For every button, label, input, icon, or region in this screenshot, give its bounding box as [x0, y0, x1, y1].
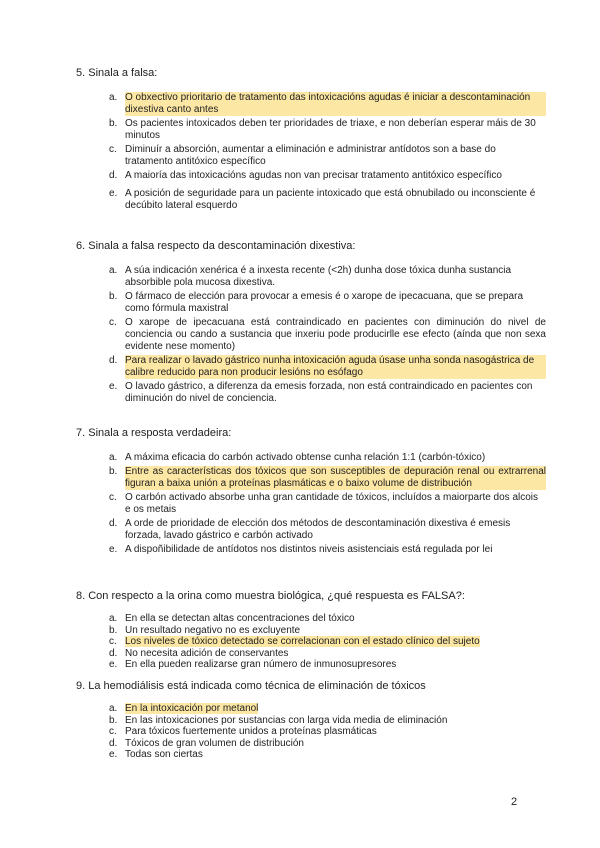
option-d: d. Tóxicos de gran volumen de distribución: [109, 737, 304, 749]
option-c: c. O xarope de ipecacuana está contraindicado en pacientes con diminución do nivel de conciencia ou cando a sustancia que inxeriu pode producirlle ese efecto (aínda que non sexa evidente nese momento): [109, 317, 546, 352]
question-title: 7. Sinala a resposta verdadeira:: [76, 427, 232, 439]
option-a: a. A súa indicación xenérica é a inxesta recente (<2h) dunha dose tóxica dunha sustancia absorbible pola mucosa dixestiva.: [109, 265, 512, 288]
page-number: 2: [511, 796, 518, 808]
option-c: c. Diminuír a absorción, aumentar a eliminación e administrar antídotos son a base do tratamento antitóxico específico: [109, 144, 496, 167]
option-c: c. Para tóxicos fuertemente unidos a proteínas plasmáticas: [109, 726, 377, 737]
question-title: 6. Sinala a falsa respecto da descontaminación dixestiva:: [76, 240, 356, 252]
option-b: b. Os pacientes intoxicados deben ter prioridades de triaxe, e non deberían esperar máis de 30 minutos: [109, 118, 536, 141]
option-e: e. Todas son ciertas: [109, 749, 203, 760]
question-7: [76, 427, 546, 558]
option-e: e. O lavado gástrico, a diferenza da emesis forzada, non está contraindicado en pacientes con diminución do nivel de conciencia.: [109, 381, 533, 404]
question-5: [76, 67, 546, 214]
option-d: d. No necesita adición de conservantes: [109, 647, 289, 659]
option-b: b. O fármaco de elección para provocar a emesis é o xarope de ipecacuana, que se prepara como fórmula maxistral: [109, 291, 524, 314]
option-e: e. En ella pueden realizarse gran número de inmunosupresores: [109, 659, 397, 670]
option-c: c. O carbón activado absorbe unha gran cantidade de tóxicos, incluídos a maiorparte dos alcois e os metais: [109, 492, 539, 515]
option-d: d. A orde de prioridade de elección dos métodos de descontaminación dixestiva é emesis forzada, lavado gástrico e carbón activado: [109, 518, 511, 541]
question-9: [76, 680, 546, 761]
option-d-highlighted: d. Para realizar o lavado gástrico nunha intoxicación aguda úsase unha sonda nasogástrica de calibre reducido para non producir lesións no esófago: [76, 355, 546, 379]
option-b-highlighted: b. Entre as características dos tóxicos que son susceptibles de depuración renal ou extrarrenal figuran a baixa unión a proteínas plasmáticas e o baixo volume de distribución: [109, 466, 546, 489]
option-e: e. A dispoñibilidade de antídotos nos distintos niveis asistenciais está regulada por lei: [109, 544, 493, 555]
option-b: b. En las intoxicaciones por sustancias con larga vida media de eliminación: [109, 714, 448, 726]
option-a: a. A máxima eficacia do carbón activado obtense cunha relación 1:1 (carbón-tóxico): [109, 452, 486, 463]
question-title: 9. La hemodiálisis está indicada como técnica de eliminación de tóxicos: [76, 680, 426, 692]
question-6: [76, 240, 546, 407]
option-d: d. A maioría das intoxicacións agudas non van precisar tratamento antitóxico específico: [109, 170, 502, 181]
option-a: a. En ella se detectan altas concentraciones del tóxico: [109, 613, 355, 624]
option-a-highlighted: a. O obxectivo prioritario de tratamento das intoxicacións agudas é iniciar a descontaminación dixestiva canto antes: [76, 92, 546, 116]
question-8: [76, 590, 546, 671]
question-title: 8. Con respecto a la orina como muestra biológica, ¿qué respuesta es FALSA?:: [76, 590, 465, 602]
options-list: [76, 452, 546, 556]
options-list: [76, 613, 546, 671]
option-b: b. Un resultado negativo no es excluyente: [109, 624, 301, 636]
option-a-highlighted: a. En la intoxicación por metanol: [109, 703, 259, 714]
question-title: 5. Sinala a falsa:: [76, 67, 158, 79]
options-list: [76, 92, 546, 212]
options-list: [76, 265, 546, 405]
options-list: [76, 703, 546, 761]
option-e: e. A posición de seguridade para un paciente intoxicado que está obnubilado ou inconsciente é decúbito lateral esquerdo: [109, 188, 536, 211]
option-c-highlighted: c. Los niveles de tóxico detectado se correlacionan con el estado clínico del sujeto: [109, 636, 480, 647]
